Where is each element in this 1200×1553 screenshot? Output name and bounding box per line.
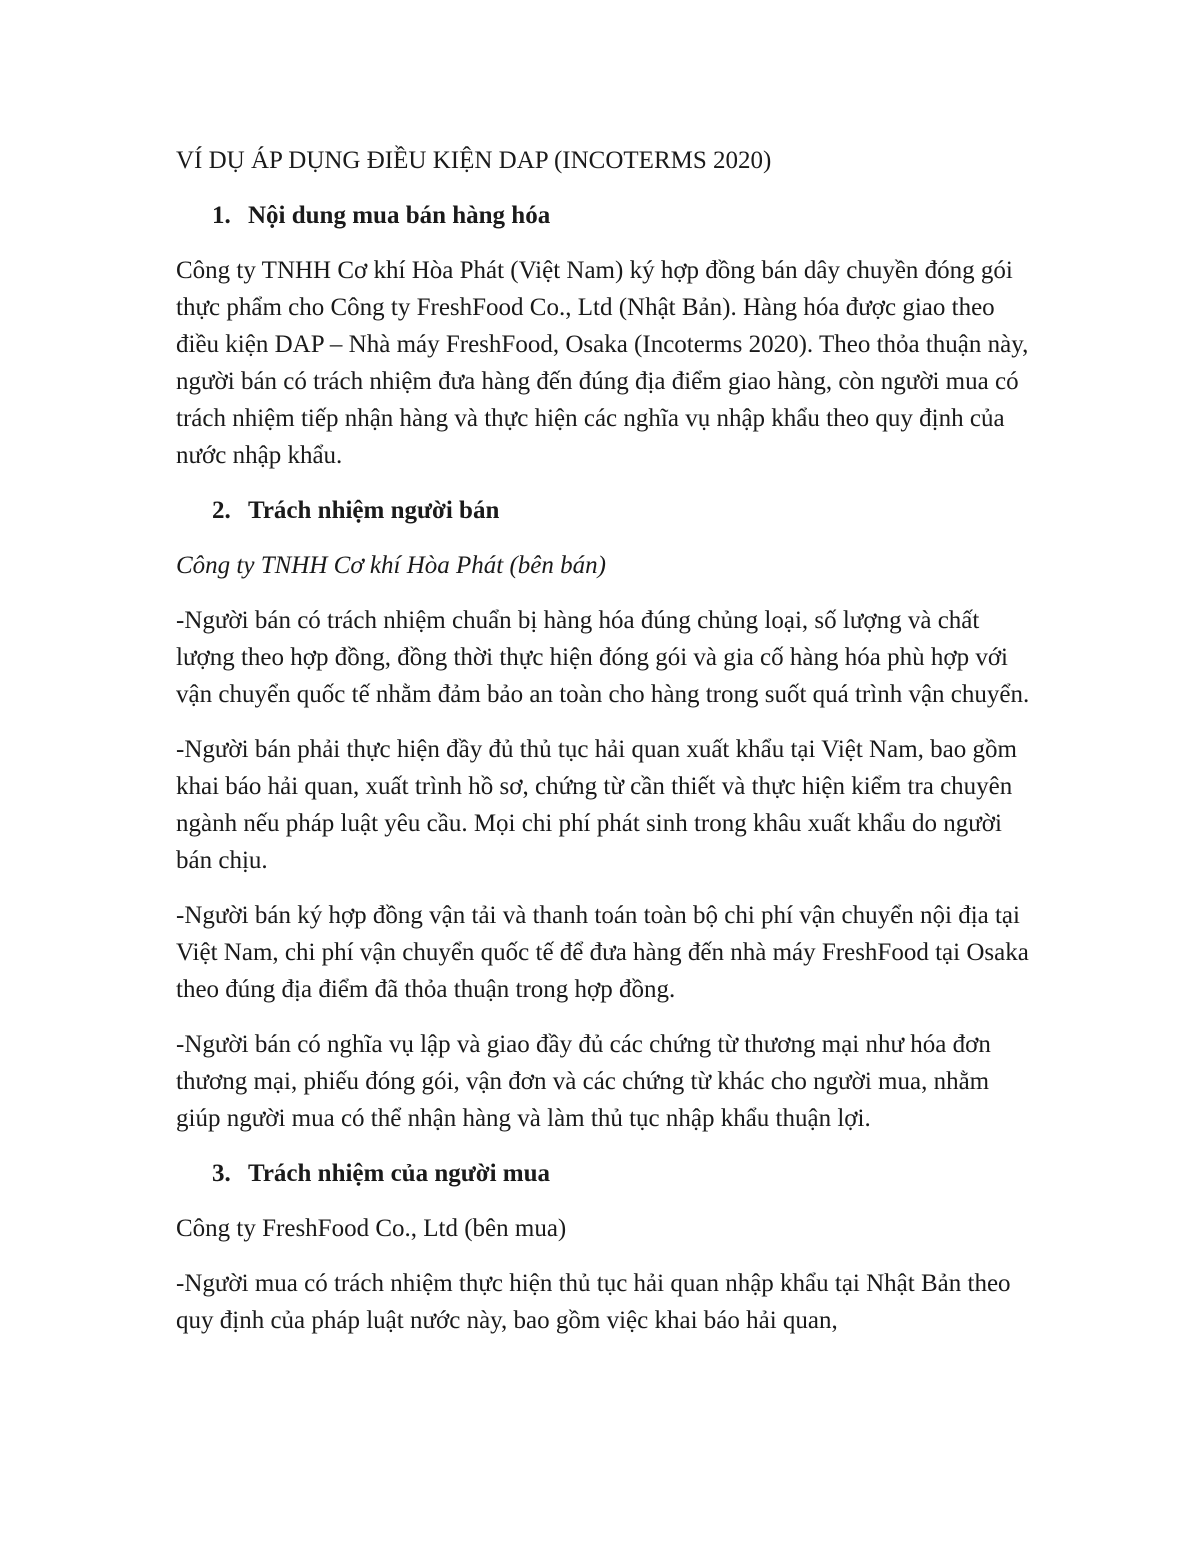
section-1-heading (176, 197, 1036, 234)
buyer-party-line: Công ty FreshFood Co., Ltd (bên mua) (176, 1215, 567, 1242)
document-body (176, 142, 1036, 1357)
seller-paragraph: -Người bán phải thực hiện đầy đủ thủ tục hải quan xuất khẩu tại Việt Nam, bao gồm khai báo hải quan, xuất trình hồ sơ, chứng từ cần thiết và thực hiện kiểm tra chuyên ngành nếu pháp luật yêu cầu. Mọi chi phí phát sinh trong khâu xuất khẩu do người bán chịu. (176, 736, 1017, 874)
section-3-heading (176, 1155, 1036, 1192)
seller-paragraph: -Người bán có nghĩa vụ lập và giao đầy đủ các chứng từ thương mại như hóa đơn thương mại, phiếu đóng gói, vận đơn và các chứng từ khác cho người mua, nhằm giúp người mua có thể nhận hàng và làm thủ tục nhập khẩu thuận lợi. (176, 1031, 991, 1132)
section-heading-text: Trách nhiệm của người mua (248, 1160, 551, 1187)
section-2-heading (176, 492, 1036, 529)
document-title: VÍ DỤ ÁP DỤNG ĐIỀU KIỆN DAP (INCOTERMS 2020) (176, 147, 772, 174)
section-number: 3. (212, 1160, 231, 1187)
seller-paragraph: -Người bán có trách nhiệm chuẩn bị hàng hóa đúng chủng loại, số lượng và chất lượng theo hợp đồng, đồng thời thực hiện đóng gói và gia cố hàng hóa phù hợp với vận chuyển quốc tế nhằm đảm bảo an toàn cho hàng trong suốt quá trình vận chuyển. (176, 607, 1030, 708)
seller-paragraph: -Người bán ký hợp đồng vận tải và thanh toán toàn bộ chi phí vận chuyển nội địa tại Việt Nam, chi phí vận chuyển quốc tế để đưa hàng đến nhà máy FreshFood tại Osaka theo đúng địa điểm đã thỏa thuận trong hợp đồng. (176, 902, 1029, 1003)
section-number: 2. (212, 497, 231, 524)
buyer-paragraph: -Người mua có trách nhiệm thực hiện thủ tục hải quan nhập khẩu tại Nhật Bản theo quy định của pháp luật nước này, bao gồm việc khai báo hải quan, (176, 1270, 1011, 1334)
section-number: 1. (212, 202, 231, 229)
section-heading-text: Trách nhiệm người bán (248, 497, 500, 524)
section-heading-text: Nội dung mua bán hàng hóa (248, 202, 551, 229)
section-1-paragraph: Công ty TNHH Cơ khí Hòa Phát (Việt Nam) ký hợp đồng bán dây chuyền đóng gói thực phẩm cho Công ty FreshFood Co., Ltd (Nhật Bản). Hàng hóa được giao theo điều kiện DAP – Nhà máy FreshFood, Osaka (Incoterms 2020). Theo thỏa thuận này, người bán có trách nhiệm đưa hàng đến đúng địa điểm giao hàng, còn người mua có trách nhiệm tiếp nhận hàng và thực hiện các nghĩa vụ nhập khẩu theo quy định của nước nhập khẩu. (176, 257, 1029, 469)
seller-party-line: Công ty TNHH Cơ khí Hòa Phát (bên bán) (176, 552, 606, 579)
